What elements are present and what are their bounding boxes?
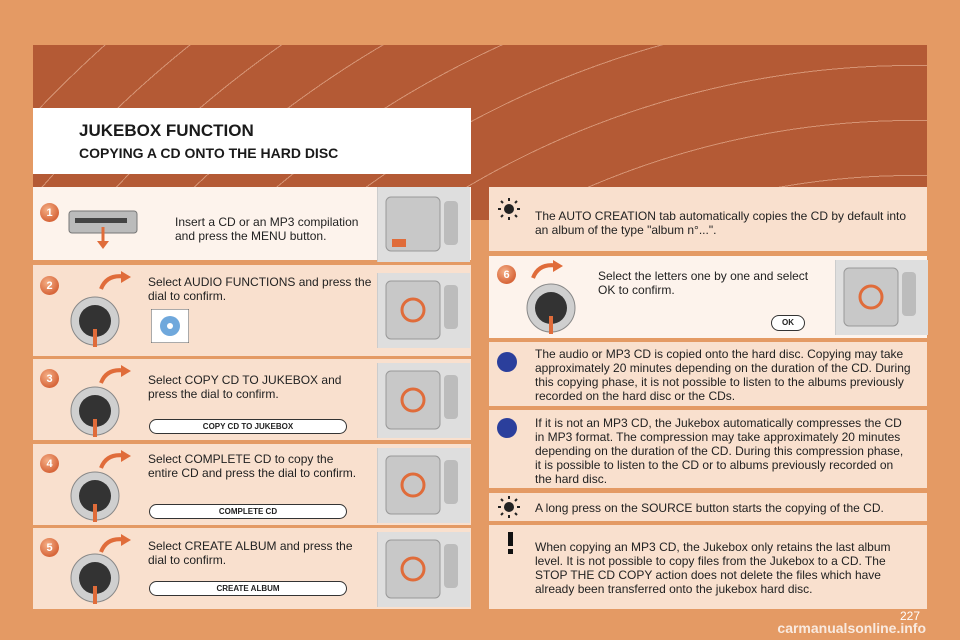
page-title: JUKEBOX FUNCTION [79, 121, 254, 140]
dial-knob-icon [69, 470, 121, 522]
note-copy-duration [489, 342, 927, 406]
note-auto-creation [489, 187, 927, 251]
note-text: If it is not an MP3 CD, the Jukebox automatically compresses the CD in MP3 format. The compression may take approximately 20 minutes depending on the duration of the CD. During this compression phase, it is possible to listen to the CD or to albums previously recorded on the hard disc. [535, 416, 904, 486]
step-number: 5 [40, 538, 59, 557]
step-6-panel [489, 256, 927, 338]
step-text: Select AUDIO FUNCTIONS and press the dial to confirm. [148, 275, 372, 303]
step-text: Select COPY CD TO JUKEBOX and press the dial to confirm. [148, 373, 342, 401]
note-compression [489, 410, 927, 488]
page-subtitle: COPYING A CD ONTO THE HARD DISC [79, 145, 339, 161]
note-source-button [489, 493, 927, 521]
step-number: 2 [40, 276, 59, 295]
warning-icon [499, 531, 523, 555]
step-number: 6 [497, 265, 516, 284]
note-text: The audio or MP3 CD is copied onto the hard disc. Copying may take approximately 20 minutes depending on the duration of the CD. During this copying phase, it is not possible to listen to the albums previously recorded on the hard disc or the CDs. [535, 347, 911, 403]
page-number: 227 [899, 609, 920, 623]
watermark: carmanualsonline.info [777, 620, 926, 636]
step-1-panel [33, 187, 471, 260]
step-2-panel [33, 265, 471, 356]
radio-panel-image [377, 448, 470, 523]
dial-knob-icon [69, 385, 121, 437]
curved-arrow-icon [97, 269, 133, 293]
curved-arrow-icon [529, 258, 565, 282]
ok-label-pill: OK [771, 315, 805, 331]
step-text: Select COMPLETE CD to copy the entire CD and press the dial to confirm. [148, 452, 357, 480]
step-4-panel [33, 444, 471, 525]
audio-functions-icon [151, 309, 189, 343]
tip-sun-icon [497, 197, 521, 221]
note-warning [489, 525, 927, 609]
radio-panel-image [377, 363, 470, 438]
dial-knob-icon [69, 295, 121, 347]
cd-slot-icon [67, 207, 139, 249]
dial-knob-icon [525, 282, 577, 334]
radio-panel-image [377, 532, 470, 607]
step-5-panel [33, 528, 471, 609]
curved-arrow-icon [97, 448, 133, 472]
step-number: 3 [40, 369, 59, 388]
step-3-panel [33, 359, 471, 440]
info-dot-icon [495, 416, 519, 440]
radio-panel-image [377, 187, 470, 262]
note-text: When copying an MP3 CD, the Jukebox only retains the last album level. It is not possible to copy files from the Jukebox to a CD. The STOP THE CD COPY action does not delete the files which have already been transferred onto the jukebox hard disc. [535, 540, 891, 596]
step-number: 4 [40, 454, 59, 473]
dial-knob-icon [69, 552, 121, 604]
note-text: The AUTO CREATION tab automatically copies the CD by default into an album of the type "album n°...". [535, 209, 907, 237]
step-number: 1 [40, 203, 59, 222]
radio-panel-image [835, 260, 928, 335]
title-box [33, 108, 471, 174]
menu-label-pill: COPY CD TO JUKEBOX [149, 419, 347, 434]
menu-label-pill: CREATE ALBUM [149, 581, 347, 596]
curved-arrow-icon [97, 363, 133, 387]
step-text: Select CREATE ALBUM and press the dial to confirm. [148, 539, 353, 567]
radio-panel-image [377, 273, 470, 348]
menu-label-pill: COMPLETE CD [149, 504, 347, 519]
tip-sun-icon [497, 495, 521, 519]
info-dot-icon [495, 350, 519, 374]
step-text: Insert a CD or an MP3 compilation and press the MENU button. [175, 215, 359, 243]
step-text: Select the letters one by one and select OK to confirm. [598, 269, 809, 297]
note-text: A long press on the SOURCE button starts the copying of the CD. [535, 501, 884, 515]
